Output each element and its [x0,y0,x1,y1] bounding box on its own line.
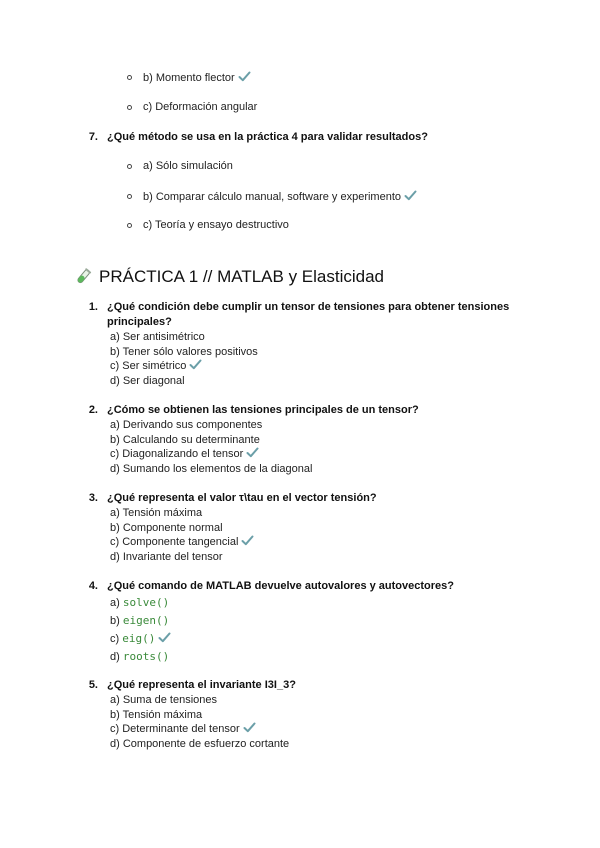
answer-item: b) Tensión máxima [110,708,203,721]
answer-item: b) eigen() [110,614,170,627]
question-text: ¿Qué representa el invariante I3I_3? [107,679,296,691]
section-title: PRÁCTICA 1 // MATLAB y Elasticidad [99,267,384,286]
answer-item: d) roots() [110,650,170,663]
answer-item: a) Tensión máxima [110,507,203,519]
question-text: ¿Qué condición debe cumplir un tensor de tensiones para obtener tensiones principales? [107,301,510,328]
question-number: 7. [88,131,98,143]
answer-item: a) Ser antisimétrico [110,331,205,343]
check-icon [243,722,256,733]
question-number: 4. [88,580,98,592]
answer-item: a) Derivando sus componentes [110,419,263,431]
option-c-teoria: c) Teoría y ensayo destructivo [143,219,289,231]
question-text: ¿Cómo se obtienen las tensiones principales de un tensor? [107,404,419,416]
answer-item: d) Ser diagonal [110,374,185,387]
bullet-icon [127,194,132,199]
question-number: 2. [88,404,98,416]
answer-item: c) eig() [110,630,171,648]
bullet-icon [127,75,132,80]
answer-list [110,506,254,564]
answer-list [110,330,258,388]
bullet-icon [127,105,132,110]
answer-item: a) Suma de tensiones [110,694,218,706]
option-b-momento: b) Momento flector [143,71,251,84]
option-b-comparar: b) Comparar cálculo manual, software y experimento [143,190,417,203]
bullet-icon [127,223,132,228]
option-c-deformacion: c) Deformación angular [143,101,258,113]
question-number: 3. [88,492,98,504]
check-icon [238,71,251,82]
question-text: ¿Qué representa el valor τ\tau en el vector tensión? [107,492,377,504]
answer-item: a) solve() [110,596,170,609]
answer-item: d) Invariante del tensor [110,550,223,563]
option-a-simulacion: a) Sólo simulación [143,160,233,172]
answer-list [110,693,289,751]
section-heading [74,267,384,287]
check-icon [246,447,259,458]
test-tube-icon [74,268,92,286]
check-icon [189,359,202,370]
answer-item: b) Componente normal [110,521,223,534]
question-number: 1. [88,301,98,313]
check-icon [404,190,417,201]
answer-item: c) Determinante del tensor [110,722,289,737]
answer-item: b) Tener sólo valores positivos [110,345,258,358]
answer-list [110,594,171,666]
check-icon [241,535,254,546]
answer-item: c) Componente tangencial [110,535,254,550]
answer-item: b) Calculando su determinante [110,433,260,446]
question-text: ¿Qué comando de MATLAB devuelve autovalores y autovectores? [107,580,454,592]
answer-item: c) Diagonalizando el tensor [110,447,312,462]
question-text: ¿Qué método se usa en la práctica 4 para validar resultados? [107,131,428,143]
answer-item: d) Componente de esfuerzo cortante [110,737,290,750]
answer-item: c) Ser simétrico [110,359,258,374]
answer-list [110,418,312,476]
answer-item: d) Sumando los elementos de la diagonal [110,462,313,475]
check-icon [158,632,171,643]
question-number: 5. [88,679,98,691]
bullet-icon [127,164,132,169]
